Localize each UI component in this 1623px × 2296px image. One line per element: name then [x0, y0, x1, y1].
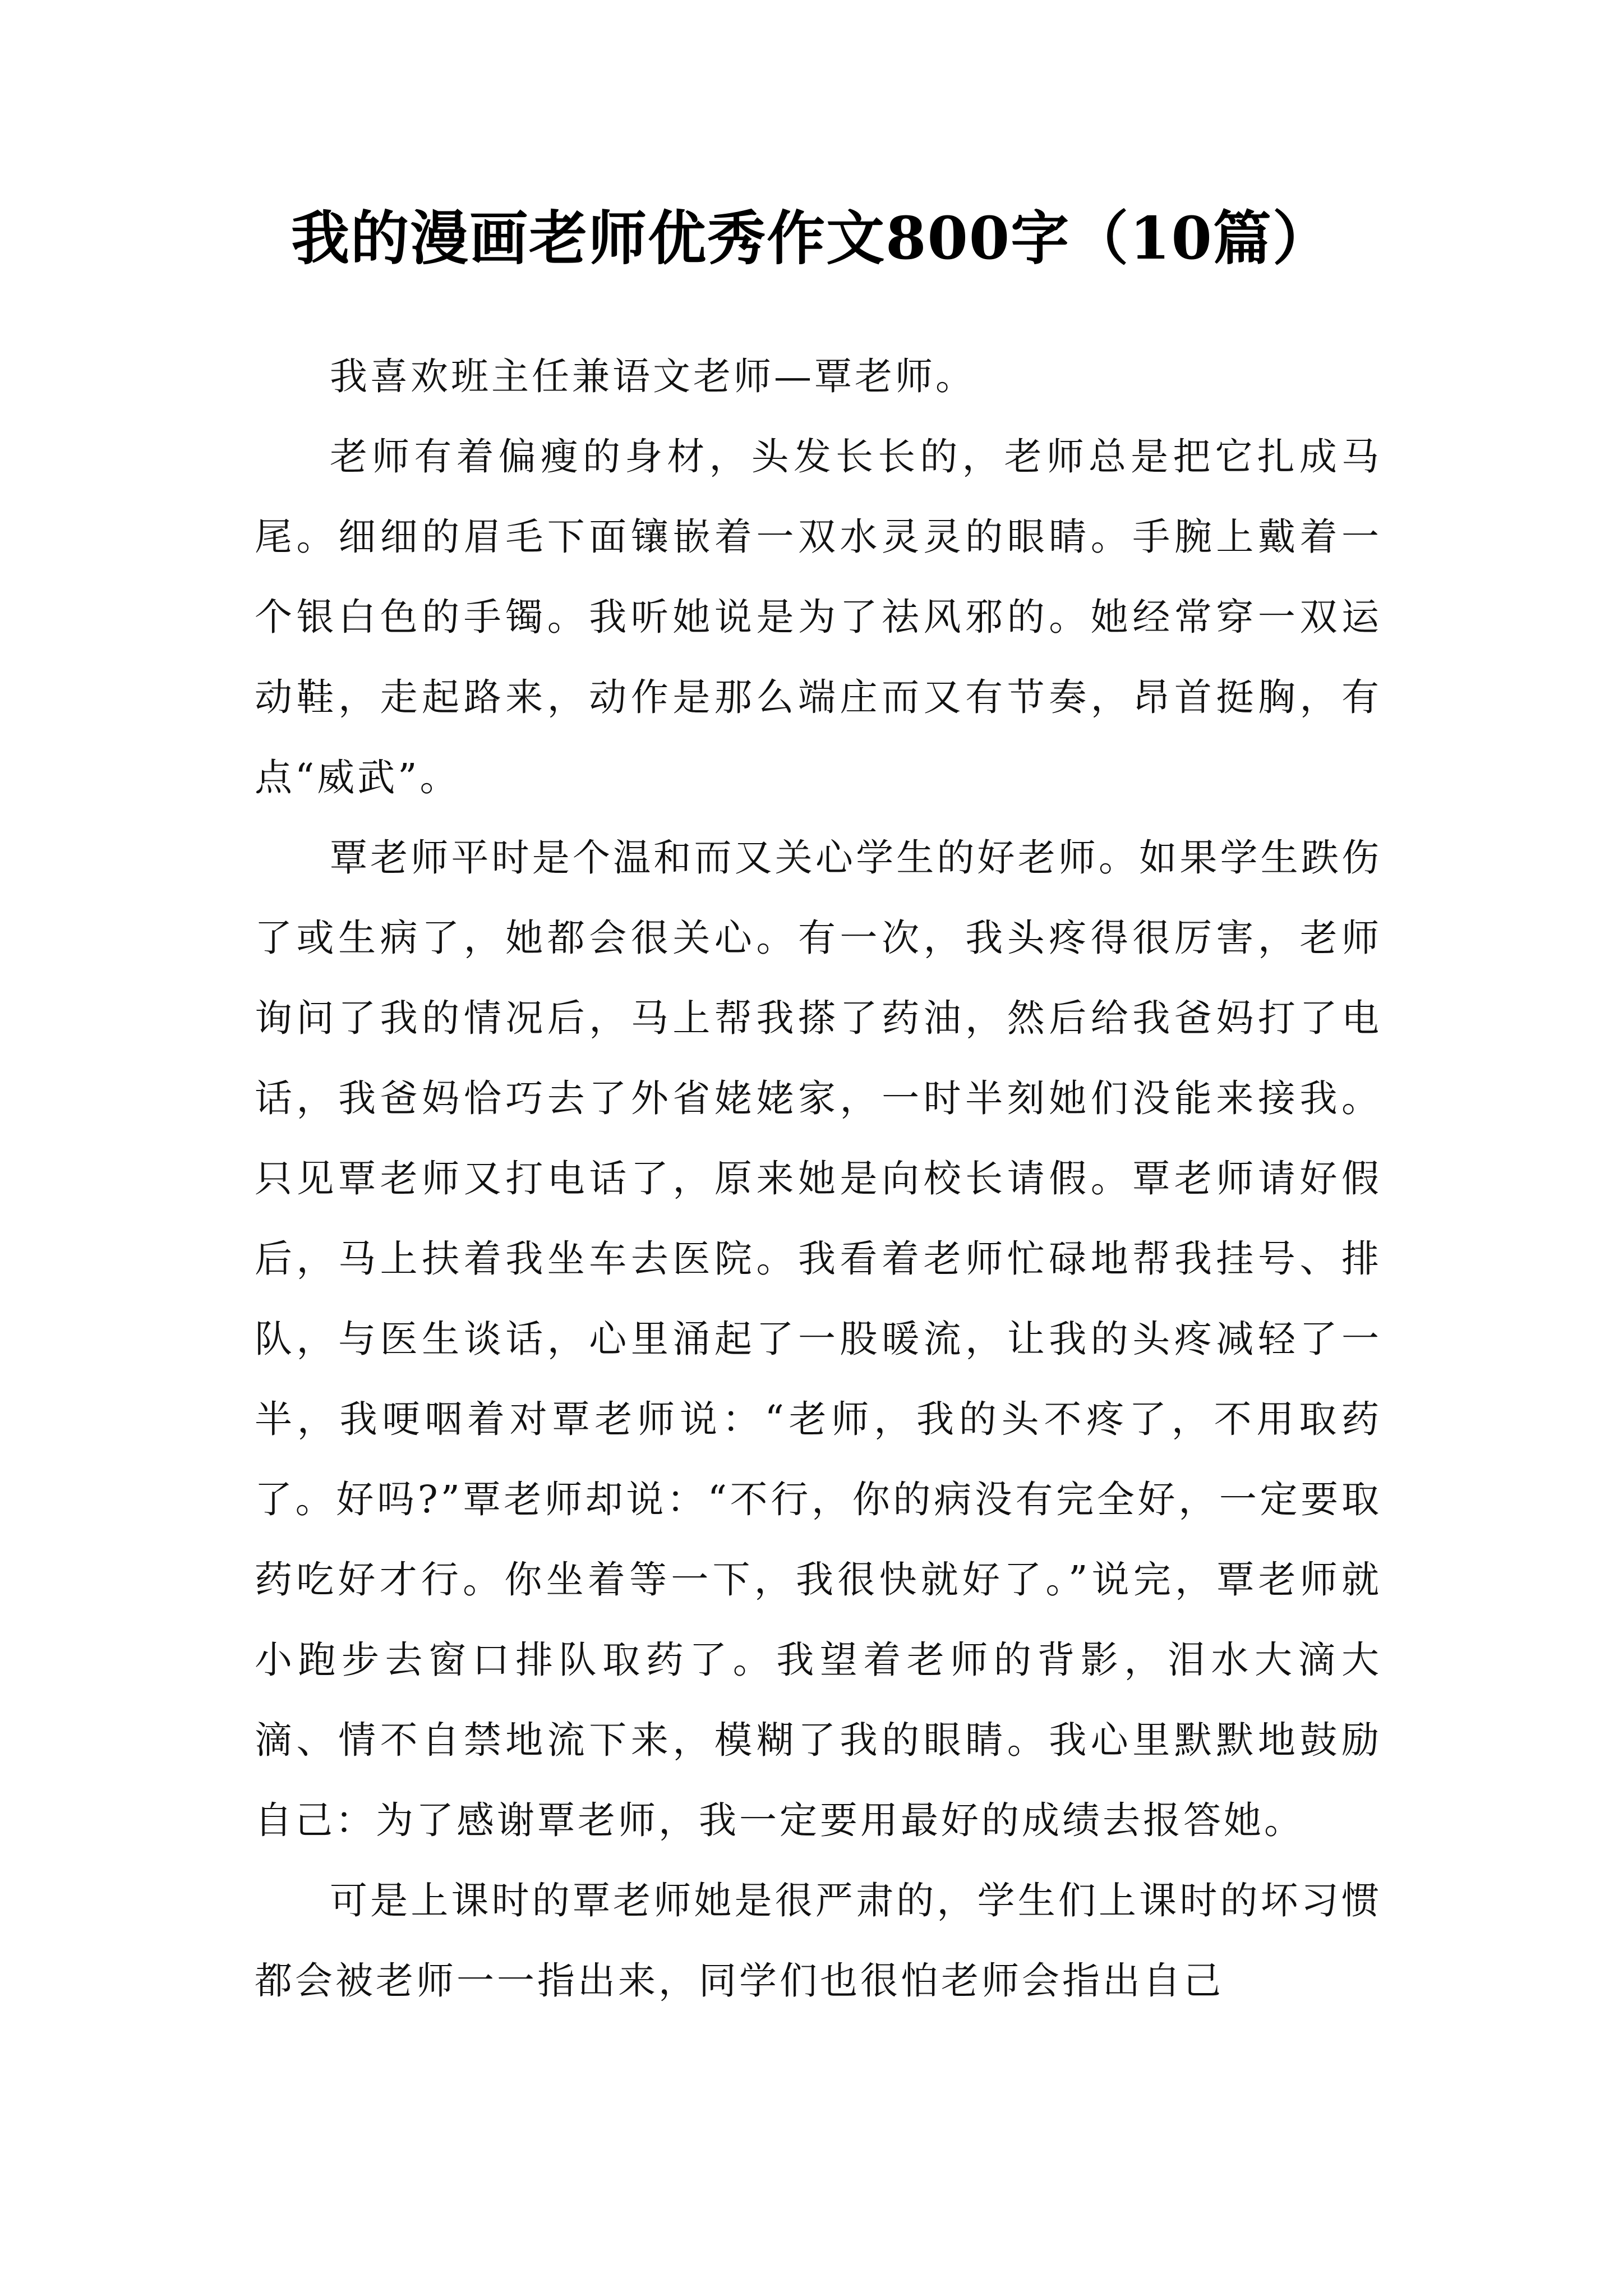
document-title: 我的漫画老师优秀作文800字（10篇） — [291, 204, 1332, 273]
paragraph: 可是上课时的覃老师她是很严肃的，学生们上课时的坏习惯都会被老师一一指出来，同学们也很怕老师会指出自己 — [255, 1879, 1382, 2003]
paragraph: 覃老师平时是个温和而又关心学生的好老师。如果学生跌伤了或生病了，她都会很关心。有一次，我头疼得很厉害，老师询问了我的情况后，马上帮我搽了药油，然后给我爸妈打了电话，我爸妈恰巧去了外省姥姥家，一时半刻她们没能来接我。只见覃老师又打电话了，原来她是向校长请假。覃老师请好假后，马上扶着我坐车去医院。我看着老师忙碌地帮我挂号、排队，与医生谈话，心里涌起了一股暖流，让我的头疼减轻了一半，我哽咽着对覃老师说：“老师，我的头不疼了，不用取药了。好吗?”覃老师却说：“不行，你的病没有完全好，一定要取药吃好才行。你坐着等一下，我很快就好了。”说完，覃老师就小跑步去窗口排队取药了。我望着老师的背影，泪水大滴大滴、情不自禁地流下来，模糊了我的眼睛。我心里默默地鼓励自己：为了感谢覃老师，我一定要用最好的成绩去报答她。 — [255, 836, 1382, 1842]
document-body — [255, 337, 1382, 2021]
paragraph: 我喜欢班主任兼语文老师—覃老师。 — [330, 355, 976, 398]
paragraph: 老师有着偏瘦的身材，头发长长的，老师总是把它扎成马尾。细细的眉毛下面镶嵌着一双水灵灵的眼睛。手腕上戴着一个银白色的手镯。我听她说是为了祛风邪的。她经常穿一双运动鞋，走起路来，动作是那么端庄而又有节奏，昂首挺胸，有点“威武”。 — [255, 435, 1382, 799]
